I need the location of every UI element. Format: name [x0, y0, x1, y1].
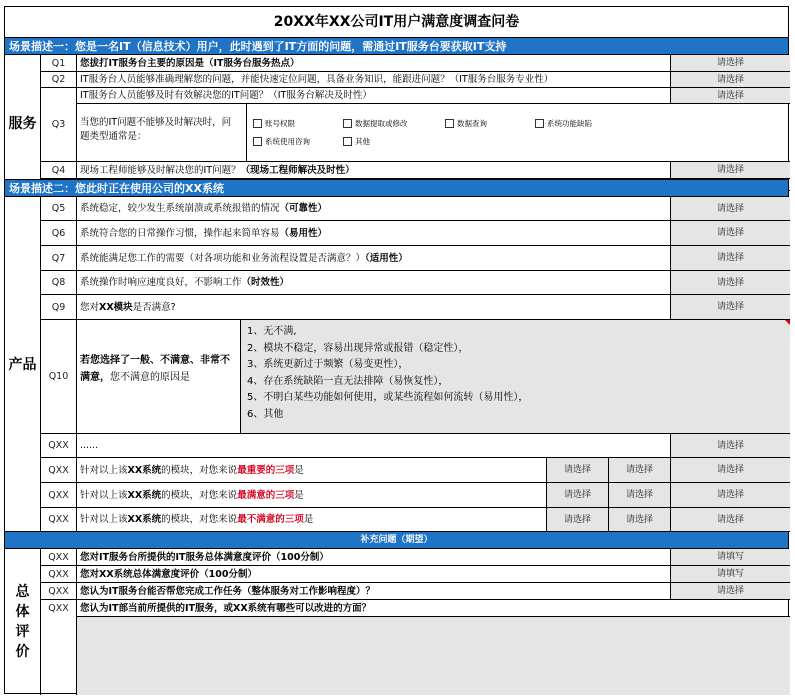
- q6-text: 系统符合您的日常操作习惯，操作起来简单容易（易用性）: [77, 221, 671, 246]
- qxx-2-text: 针对以上该XX系统的模块，对您来说最满意的三项是: [77, 483, 547, 508]
- q10-reason-5: 5、不明白某些功能如何使用，或某些流程如何流转（易用性），: [247, 392, 529, 403]
- q2-text: IT服务台人员能够准确理解您的问题，并能快速定位问题，具备业务知识，能跟进问题？（IT服务台服务专业性）: [77, 72, 671, 88]
- checkbox-icon: [253, 119, 262, 128]
- q10-reason-4: 4、存在系统缺陷一直无法排障（易恢复性），: [247, 375, 449, 387]
- qxx-1-text: 针对以上该XX系统的模块，对您来说最重要的三项是: [77, 458, 547, 483]
- qxx-0-number: QXX: [41, 434, 77, 458]
- q5-number: Q5: [41, 197, 77, 221]
- q3-text: 当您的IT问题不能够及时解决时，问题类型通常是：: [77, 104, 247, 162]
- qxx-3-select-3[interactable]: 请选择: [671, 508, 790, 532]
- overall-2-text: 您对XX系统总体满意度评价（100分制）: [77, 566, 671, 583]
- q3-option-2[interactable]: 数据提取或修改: [343, 118, 408, 129]
- overall-4-number: QXX: [41, 600, 77, 695]
- qxx-3-number: QXX: [41, 508, 77, 532]
- side-label-overall: 总 体 评 价: [5, 549, 41, 695]
- q3-option-5[interactable]: 系统使用咨询: [253, 136, 310, 147]
- q4-select[interactable]: 请选择: [671, 162, 790, 179]
- q10-reason-2: 2、模块不稳定，容易出现异常或报错（稳定性），: [247, 342, 469, 354]
- side-label-service: 服务: [5, 55, 41, 191]
- side-label-product: 产品: [5, 197, 41, 532]
- q2-number: Q2: [41, 72, 77, 88]
- q3-options: [247, 104, 790, 162]
- q7-number: Q7: [41, 246, 77, 271]
- q4-number: Q4: [41, 162, 77, 179]
- q4-text: 现场工程师能够及时解决您的IT问题？（现场工程师解决及时性）: [77, 162, 671, 179]
- q7-select[interactable]: 请选择: [671, 246, 790, 271]
- q1-text: [77, 55, 671, 72]
- overall-1-fill[interactable]: 请填写: [671, 549, 790, 566]
- overall-1-text: 您对IT服务台所提供的IT服务总体满意度评价（100分制）: [77, 549, 671, 566]
- q3-pre-text: IT服务台人员能够及时有效解决您的IT问题？（IT服务台解决及时性）: [77, 88, 671, 104]
- checkbox-icon: [445, 119, 454, 128]
- q3-number: Q3: [41, 88, 77, 162]
- scene-2-banner: 场景描述二：您此时正在使用公司的XX系统: [5, 179, 788, 197]
- qxx-1-number: QXX: [41, 458, 77, 483]
- checkbox-icon: [343, 119, 352, 128]
- q8-select[interactable]: 请选择: [671, 271, 790, 295]
- q10-reason-3: 3、系统更新过于频繁（易变更性），: [247, 359, 409, 370]
- checkbox-icon: [343, 137, 352, 146]
- overall-3-number: QXX: [41, 583, 77, 600]
- q3-option-6[interactable]: 其他: [343, 136, 370, 147]
- q3-option-4[interactable]: 系统功能缺陷: [535, 118, 592, 129]
- qxx-3-text: 针对以上该XX系统的模块，对您来说最不满意的三项是: [77, 508, 547, 532]
- q10-text: 若您选择了一般、不满意、非常不满意，您不满意的原因是: [77, 320, 241, 434]
- survey-sheet: [4, 6, 789, 694]
- q10-number: Q10: [41, 320, 77, 434]
- q10-reason-list: [247, 324, 528, 423]
- q5-text: 系统稳定，较少发生系统崩溃或系统报错的情况（可靠性）: [77, 197, 671, 221]
- q10-reason-1: 1、无不满,: [247, 326, 297, 337]
- q8-text: 系统操作时响应速度良好，不影响工作（时效性）: [77, 271, 671, 295]
- qxx-1-select-1[interactable]: 请选择: [547, 458, 609, 483]
- overall-1-number: QXX: [41, 549, 77, 566]
- overall-4-text: 您认为IT部当前所提供的IT服务，或XX系统有哪些可以改进的方面？: [77, 600, 790, 617]
- overall-3-text: 您认为IT服务台能否帮您完成工作任务（整体服务对工作影响程度）？: [77, 583, 671, 600]
- checkbox-icon: [535, 119, 544, 128]
- q9-select[interactable]: 请选择: [671, 295, 790, 320]
- qxx-2-select-3[interactable]: 请选择: [671, 483, 790, 508]
- scene-1-banner: 场景描述一：您是一名IT（信息技术）用户，此时遇到了IT方面的问题，需通过IT服务台要获取IT支持: [5, 37, 788, 55]
- qxx-3-select-1[interactable]: 请选择: [547, 508, 609, 532]
- qxx-0-text: ......: [77, 434, 671, 458]
- qxx-2-select-2[interactable]: 请选择: [609, 483, 671, 508]
- survey-title: 20XX年XX公司IT用户满意度调查问卷: [273, 14, 520, 30]
- overall-2-fill[interactable]: 请填写: [671, 566, 790, 583]
- qxx-3-select-2[interactable]: 请选择: [609, 508, 671, 532]
- q7-text: 系统能满足您工作的需要（对各项功能和业务流程设置是否满意？）（适用性）: [77, 246, 671, 271]
- qxx-0-select[interactable]: 请选择: [671, 434, 790, 458]
- qxx-1-select-2[interactable]: 请选择: [609, 458, 671, 483]
- q10-reasons[interactable]: [241, 320, 790, 434]
- q9-text: 您对XX模块是否满意?: [77, 295, 671, 320]
- overall-2-number: QXX: [41, 566, 77, 583]
- checkbox-icon: [253, 137, 262, 146]
- q10-reason-6: 6、其他: [247, 408, 284, 420]
- q6-number: Q6: [41, 221, 77, 246]
- q1-select[interactable]: 请选择: [671, 55, 790, 72]
- q2-select[interactable]: 请选择: [671, 72, 790, 88]
- overall-4-answer-area[interactable]: [77, 617, 790, 695]
- overall-3-select[interactable]: 请选择: [671, 583, 790, 600]
- qxx-1-select-3[interactable]: 请选择: [671, 458, 790, 483]
- q1-suffix: （IT服务台服务热点）: [204, 58, 300, 69]
- qxx-2-select-1[interactable]: 请选择: [547, 483, 609, 508]
- q6-select[interactable]: 请选择: [671, 221, 790, 246]
- q1-number: Q1: [41, 55, 77, 72]
- q3-option-1[interactable]: 账号权限: [253, 118, 295, 129]
- q9-number: Q9: [41, 295, 77, 320]
- comment-marker-icon: [785, 320, 790, 325]
- q8-number: Q8: [41, 271, 77, 295]
- q3-pre-select[interactable]: 请选择: [671, 88, 790, 104]
- qxx-2-number: QXX: [41, 483, 77, 508]
- q1-bold: 您拔打IT服务台主要的原因是: [80, 58, 205, 69]
- supplement-banner: 补充问题（期望）: [5, 532, 788, 549]
- q5-select[interactable]: 请选择: [671, 197, 790, 221]
- q3-option-3[interactable]: 数据查询: [445, 118, 487, 129]
